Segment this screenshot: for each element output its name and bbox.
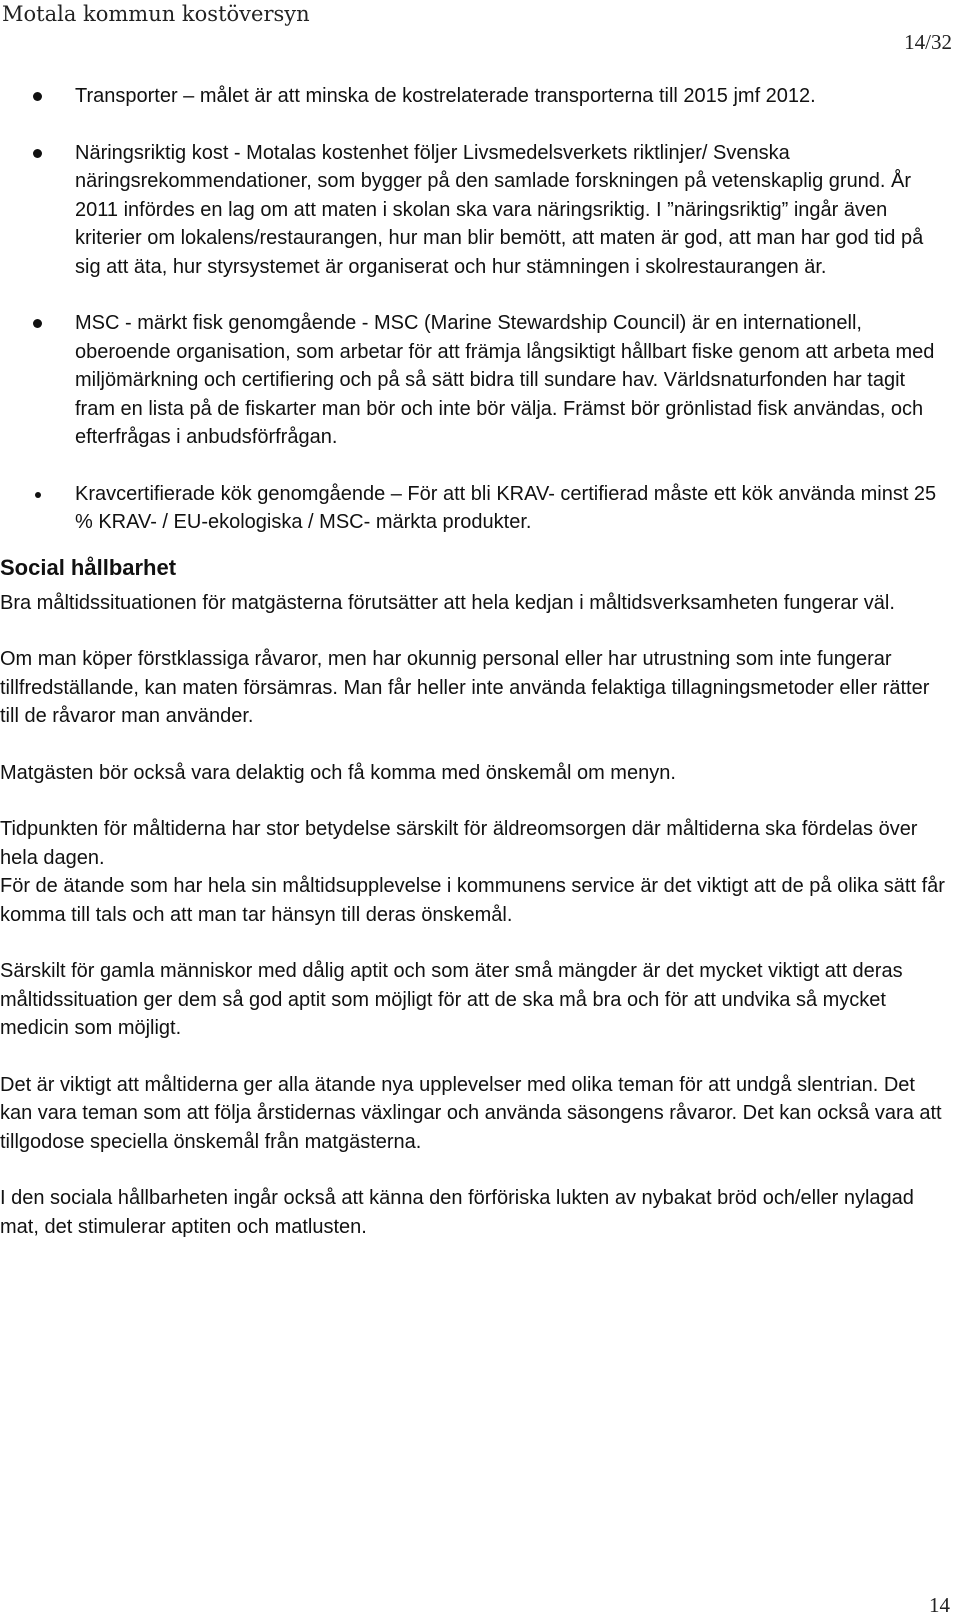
bullet-icon <box>35 492 41 498</box>
paragraph: Tidpunkten för måltiderna har stor betydelse särskilt för äldreomsorgen där måltiderna ska fördelas över hela dagen. <box>0 818 918 869</box>
paragraph: Om man köper förstklassiga råvaror, men har okunnig personal eller har utrustning som inte fungerar tillfredställande, kan maten försämras. Man får heller inte använda felaktiga tillagningsmetoder eller rätter till de råvaror man använder. <box>0 648 930 727</box>
bullet-list <box>0 82 948 537</box>
paragraph: Särskilt för gamla människor med dålig aptit och som äter små mängder är det mycket viktigt att deras måltidssituation ger dem så god aptit som möjligt för att de ska må bra och för att undvika så mycket medicin som möjligt. <box>0 960 903 1039</box>
document-header-title: Motala kommun kostöversyn <box>2 2 310 26</box>
list-item <box>0 82 948 111</box>
list-item <box>0 309 948 452</box>
section-heading: Social hållbarhet <box>0 554 177 580</box>
paragraph: Det är viktigt att måltiderna ger alla ätande nya upplevelser med olika teman för att undgå slentrian. Det kan vara teman som att följa årstidernas växlingar och använda säsongens råvaror. Det kan också vara att tillgodose speciella önskemål från matgästerna. <box>0 1073 942 1153</box>
document-body <box>0 82 948 1269</box>
bullet-text: MSC - märkt fisk genomgående - MSC (Marine Stewardship Council) är en internationell, oberoende organisation, som arbetar för att främja långsiktigt hållbart fiske genom att arbeta med miljömärkning och certifiering och på så sätt bidra till sundare hav. Världsnaturfonden har tagit fram en lista på de fiskarter man bör och inte bör välja. Främst bör grönlistad fisk användas, och efterfrågas i anbudsförfrågan. <box>75 312 935 448</box>
bullet-icon <box>33 319 42 328</box>
page-counter: 14/32 <box>904 30 952 54</box>
paragraph: Matgästen bör också vara delaktig och få komma med önskemål om menyn. <box>0 761 676 784</box>
paragraph: I den sociala hållbarheten ingår också att känna den förföriska lukten av nybakat bröd och/eller nylagad mat, det stimulerar aptiten och matlusten. <box>0 1187 914 1238</box>
bullet-text: Näringsriktig kost - Motalas kostenhet följer Livsmedelsverkets riktlinjer/ Svenska näringsrekommendationer, som bygger på den samlade forskningen på vetenskaplig grund. År 2011 infördes en lag om att maten i skolan ska vara näringsriktig. I ”näringsriktig” ingår även kriterier om lokalens/restaurangen, hur man blir bemött, att maten är god, att man har god tid på sig att äta, hur styrsystemet är organiserat och hur stämningen i skolrestaurangen är. <box>75 141 924 278</box>
paragraph: Bra måltidssituationen för matgästerna förutsätter att hela kedjan i måltidsverksamheten fungerar väl. <box>0 591 895 614</box>
bullet-icon <box>33 92 42 101</box>
list-item <box>0 139 948 282</box>
footer-page-number: 14 <box>929 1593 950 1617</box>
list-item <box>0 480 948 537</box>
bullet-text: Kravcertifierade kök genomgående – För att bli KRAV- certifierad måste ett kök använda minst 25 % KRAV- / EU-ekologiska / MSC- märkta produkter. <box>75 482 937 533</box>
paragraph: För de ätande som har hela sin måltidsupplevelse i kommunens service är det viktigt att de på olika sätt får komma till tals och att man tar hänsyn till deras önskemål. <box>0 875 945 926</box>
bullet-text: Transporter – målet är att minska de kostrelaterade transporterna till 2015 jmf 2012. <box>75 85 816 107</box>
bullet-icon <box>33 149 42 158</box>
